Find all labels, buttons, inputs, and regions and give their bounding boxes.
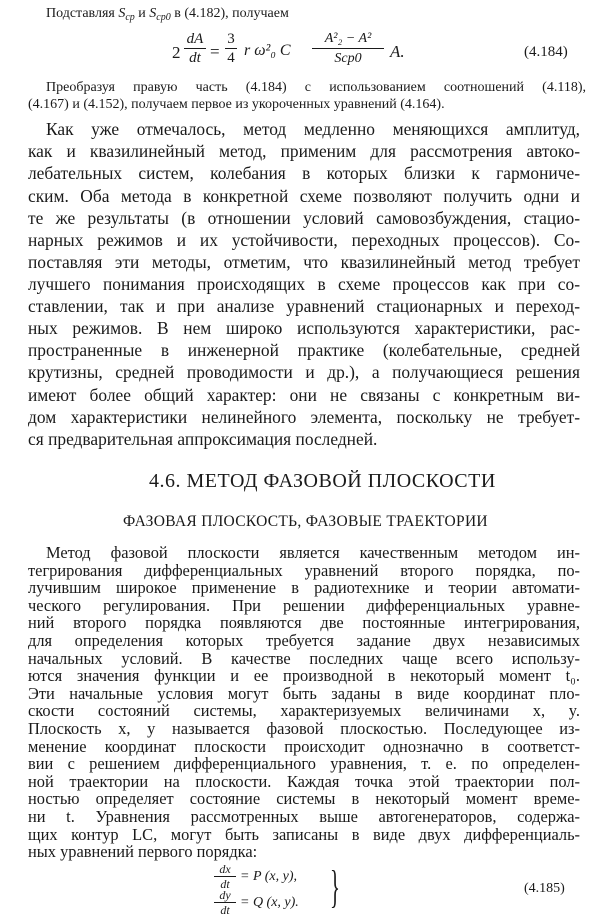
eq-tail: A. [390, 42, 405, 61]
para1-line: лебательных систем, колебания в которых близки к гармониче- [28, 163, 580, 183]
symbol-s-avg: S [118, 6, 126, 21]
eq2-line1-num: dx [219, 862, 231, 876]
eq2-line2-num: dy [219, 888, 231, 902]
intro-prefix: Подставляя [46, 6, 119, 21]
para2-line: Эти начальные условия могут быть заданы в виде координат пло- [28, 683, 580, 703]
eq-lhs-num: dA [186, 31, 204, 47]
para2-line: щих контур LC, могут быть записаны в виде двух дифференциаль- [28, 824, 580, 844]
para1-line: те же результаты (в отношении условий самовозбуждения, стацио- [28, 208, 580, 228]
para1-line: как и квазилинейный метод, применим для рассмотрения автоко- [28, 141, 580, 161]
para1-line: ных режимов. В нем широко используются характеристики, рас- [28, 318, 580, 338]
para2-line: ной траектории на плоскости. Каждая точка этой траектории пол- [28, 771, 580, 791]
para1-line: ским. Оба метода в конкретной схеме позволяют получить одни и [28, 186, 580, 206]
eq-main-fraction [312, 30, 384, 67]
eq2-line1-rhs: = P (x, y), [240, 869, 297, 884]
eq2-brace: } [330, 861, 340, 912]
para2-line: ностью определяет состояние системы в некоторый момент време- [28, 789, 580, 809]
eq-const-fraction [225, 31, 237, 66]
para1-line: имеют более общий характер: они не связаны с конкретным ви- [28, 385, 580, 405]
eq2-line1-den: dt [220, 877, 230, 891]
eq2-line2-den: dt [220, 903, 230, 917]
eq-const-den: 4 [227, 50, 235, 66]
intro-line [46, 5, 289, 26]
intro-conj: и [134, 6, 150, 21]
symbol-s-avg-sub: ср [125, 12, 135, 23]
equation-number-4-185: (4.185) [524, 881, 565, 896]
intro-suffix: в (4.182), получаем [170, 6, 289, 21]
para1-line: ставлении, так и при анализе уравнений стационарных и переход- [28, 296, 580, 316]
para2-line: ных уравнений первого порядка: [28, 842, 258, 862]
eq-const-num: 3 [227, 31, 235, 47]
section-title: 4.6. МЕТОД ФАЗОВОЙ ПЛОСКОСТИ [149, 470, 496, 492]
para1-line: поставляя эти методы, отметим, что квазилинейный метод требует [28, 252, 580, 272]
symbol-s-avg0: S [149, 6, 157, 21]
para1-line: ся предварительная аппроксимация последней. [28, 429, 378, 449]
para2-line: начальных условий. В качестве последних чаще всего использу- [28, 648, 580, 668]
eq-coef: 2 [172, 43, 181, 62]
eq-middle-term: r ω²₀ C [244, 42, 291, 59]
para2-line: менение координат плоскости происходит однозначно в соответст- [28, 736, 580, 756]
eq-lhs-den: dt [189, 50, 201, 66]
para1-line: лучшего понимания происходящих в схеме процессов как при со- [28, 274, 580, 294]
para2-line: ни t. Уравнения рассмотренных выше автогенераторов, содержа- [28, 807, 580, 826]
para2-line: ческого регулирования. При решении дифференциальных уравне- [28, 595, 580, 615]
eq-main-den: Sср0 [334, 51, 362, 66]
para1-line: крутизны, средней проводимости и др.), а получающиеся решения [28, 362, 580, 382]
para2-line: для определения которых требуется задание двух независимых [28, 631, 580, 650]
note-line-1: Преобразуя правую часть (4.184) с использованием соотношений (4.118), [46, 80, 586, 95]
note-line-2: (4.167) и (4.152), получаем первое из укороченных уравнений (4.164). [28, 97, 445, 112]
para2-line: скости состояний системы, характеризуемых величинами x, y. [28, 701, 580, 721]
para1-line: дом характеристики нелинейного элемента, поскольку не требует- [28, 407, 580, 427]
symbol-s-avg0-sub: ср0 [156, 12, 171, 23]
para2-line: Метод фазовой плоскости является качественным методом ин- [46, 543, 580, 562]
eq-main-num: A²₂ − A² [324, 31, 372, 46]
para2-line: Плоскость x, y называется фазовой плоскостью. Последующее из- [28, 719, 580, 738]
para2-line: ются значения функции и ее производной в некоторый момент t₀. [28, 666, 580, 686]
para1-line: пространенные в инженерной практике (колебательные, средней [28, 340, 580, 360]
equation-number-4-184: (4.184) [524, 44, 568, 60]
para2-line: тегрирования дифференциальных уравнений второго порядка, по- [28, 560, 580, 580]
eq2-line2-fraction [214, 889, 236, 916]
eq2-line2-rhs: = Q (x, y). [240, 895, 299, 910]
para1-line: нарных режимов и их устойчивости, переходных процессов). Со- [28, 230, 580, 250]
para2-line: вии с решением дифференциального уравнения, т. е. по определен- [28, 754, 580, 774]
eq-lhs-fraction [184, 31, 206, 66]
para2-line: лучившим широкое применение в радиотехнике и теории автомати- [28, 578, 580, 598]
eq-equals: = [210, 42, 220, 61]
subsection-title: ФАЗОВАЯ ПЛОСКОСТЬ, ФАЗОВЫЕ ТРАЕКТОРИИ [123, 513, 488, 530]
eq2-line1-fraction [214, 863, 236, 890]
para1-line: Как уже отмечалось, метод медленно меняющихся амплитуд, [46, 119, 580, 139]
para2-line: ний второго порядка появляются две постоянные интегрирования, [28, 613, 580, 633]
